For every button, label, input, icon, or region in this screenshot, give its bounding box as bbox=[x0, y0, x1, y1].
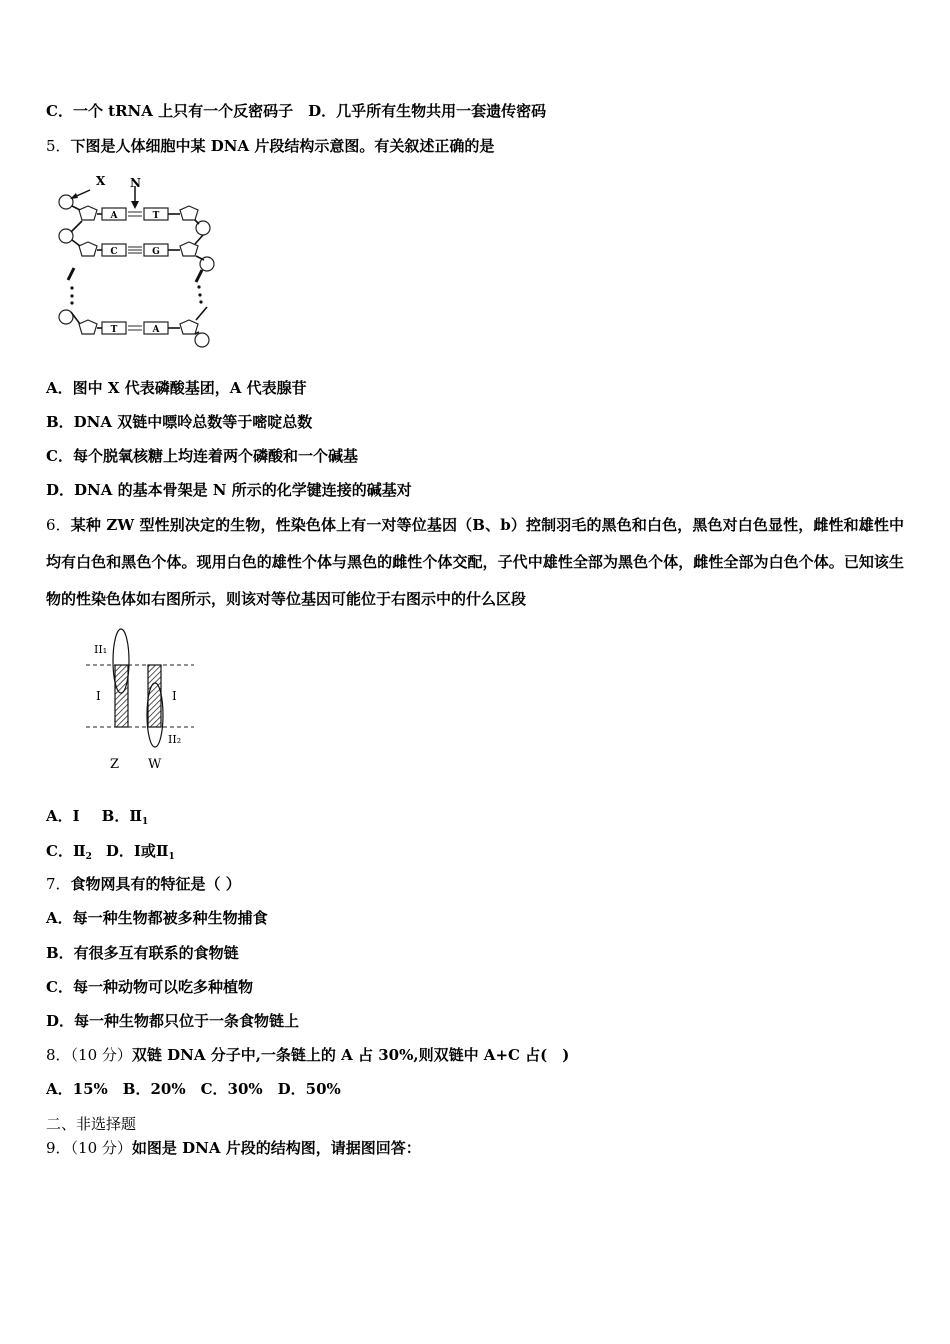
fig-label-n: N bbox=[130, 176, 141, 190]
q9-stem bbox=[46, 1137, 421, 1159]
label-i-left: I bbox=[96, 689, 101, 703]
label-w: W bbox=[148, 757, 162, 772]
q5-option-a: A．图中 X 代表磷酸基团，A 代表腺苷 bbox=[46, 379, 307, 397]
q6-option-b: B．Ⅱ bbox=[101, 807, 142, 825]
q6-options-ab bbox=[46, 805, 148, 833]
base-right-3: A bbox=[152, 325, 160, 335]
fig-label-x: X bbox=[96, 174, 106, 188]
q6-number: 6． bbox=[46, 516, 71, 534]
q5-option-d: D．DNA 的基本骨架是 N 所示的化学键连接的碱基对 bbox=[46, 481, 412, 499]
q7-option-b: B．有很多互有联系的食物链 bbox=[46, 944, 239, 962]
q5-stem-text: 下图是人体细胞中某 DNA 片段结构示意图。有关叙述正确的是 bbox=[70, 137, 495, 155]
q9-stem-text: 如图是 DNA 片段的结构图，请据图回答： bbox=[131, 1139, 421, 1157]
q9-number: 9．（10 分） bbox=[46, 1139, 132, 1157]
q6-option-a: A．Ⅰ bbox=[46, 807, 80, 825]
q6-option-d-sub: 1 bbox=[168, 852, 175, 862]
section-2-heading: 二、非选择题 bbox=[46, 1115, 137, 1133]
q7-number: 7． bbox=[46, 875, 71, 893]
q8-number: 8．（10 分） bbox=[46, 1046, 132, 1064]
q6-option-b-sub: 1 bbox=[141, 817, 149, 827]
q7-stem bbox=[46, 873, 241, 895]
q6-option-d: D．Ⅰ或Ⅱ bbox=[105, 842, 169, 860]
label-i-right: I bbox=[172, 689, 177, 703]
q7-option-c: C．每一种动物可以吃多种植物 bbox=[46, 978, 253, 996]
q5-stem bbox=[46, 135, 494, 157]
q7-option-a: A．每一种生物都被多种生物捕食 bbox=[46, 909, 268, 927]
q6-stem-text: 某种 ZW 型性别决定的生物，性染色体上有一对等位基因（B、b）控制羽毛的黑色和白色，黑色对白色显性，雌性和雄性中均有白色和黑色个体。现用白色的雄性个体与黑色的雌性个体交配，子代中雄性全部为黑色个体，雌性全部为白色个体。已知该生物的性染色体如右图所示，则该对等位基因可能位于右图示中的什么区段 bbox=[46, 516, 904, 608]
base-right-1: T bbox=[152, 211, 160, 221]
dna-structure-figure bbox=[52, 172, 222, 360]
q8-stem-text: 双链 DNA 分子中,一条链上的 A 占 30%,则双链中 A+C 占( ) bbox=[131, 1046, 570, 1064]
base-left-2: C bbox=[110, 247, 118, 257]
label-ii2: II₂ bbox=[168, 733, 182, 746]
q6-option-c: C．Ⅱ bbox=[46, 842, 86, 860]
label-ii1: II₁ bbox=[94, 643, 108, 656]
sex-chromosome-figure bbox=[82, 625, 212, 775]
q6-options-cd bbox=[46, 840, 175, 868]
base-left-3: T bbox=[110, 325, 118, 335]
q7-option-d: D．每一种生物都只位于一条食物链上 bbox=[46, 1012, 300, 1030]
q4-option-cd: C．一个 tRNA 上只有一个反密码子 D．几乎所有生物共用一套遗传密码 bbox=[46, 102, 547, 120]
base-left-1: A bbox=[110, 211, 118, 221]
q5-number: 5． bbox=[46, 137, 71, 155]
label-z: Z bbox=[110, 757, 120, 772]
q7-stem-text: 食物网具有的特征是（ ） bbox=[70, 875, 241, 893]
q5-option-b: B．DNA 双链中嘌呤总数等于嘧啶总数 bbox=[46, 413, 313, 431]
base-right-2: G bbox=[152, 247, 160, 257]
q5-option-c: C．每个脱氧核糖上均连着两个磷酸和一个碱基 bbox=[46, 447, 358, 465]
q8-options: A．15% B．20% C．30% D．50% bbox=[46, 1080, 341, 1098]
q6-option-c-sub: 2 bbox=[85, 852, 92, 862]
q8-stem bbox=[46, 1044, 569, 1066]
q6-stem bbox=[46, 507, 904, 618]
